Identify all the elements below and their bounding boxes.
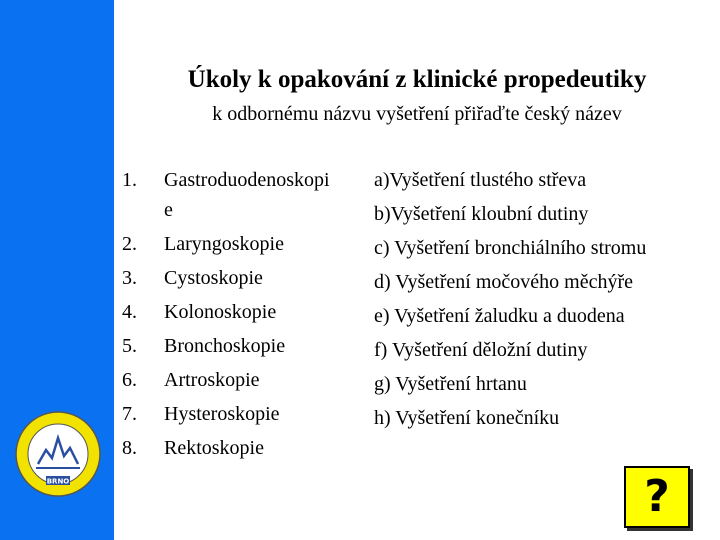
list-item [122,363,352,397]
item-term: Artroskopie [164,369,260,391]
item-number: 4. [122,301,137,323]
item-number: 6. [122,369,137,391]
item-term-text: Gastroduodenoskopie [164,169,330,221]
item-number: 1. [122,169,137,191]
slide-title: Úkoly k opakování z klinické propedeutiky [187,66,647,93]
item-number: 2. [122,233,137,255]
question-mark-icon: ? [644,471,670,522]
list-item [122,227,352,261]
item-term: Kolonoskopie [164,301,277,323]
list-item [122,431,352,465]
svg-text:BRNO: BRNO [46,477,70,486]
list-item [122,397,352,431]
item-term: Hysteroskopie [164,403,280,425]
list-item: c) Vyšetření bronchiálního stromu [374,237,647,259]
slide-subtitle: k odbornému názvu vyšetření přiřaďte český název [212,103,622,125]
list-item: f) Vyšetření děložní dutiny [374,339,588,361]
czech-names-list [374,163,714,435]
list-item [122,163,352,227]
list-item: g) Vyšetření hrtanu [374,373,527,395]
list-item: b)Vyšetření kloubní dutiny [374,203,589,225]
item-number: 8. [122,437,137,459]
item-term: Rektoskopie [164,437,264,459]
list-item [122,261,352,295]
school-logo [14,410,102,498]
item-term [164,163,352,227]
list-item: a)Vyšetření tlustého střeva [374,169,587,191]
list-item [122,329,352,363]
list-item [122,295,352,329]
help-button[interactable] [624,466,690,528]
item-term: Laryngoskopie [164,233,284,255]
item-number: 5. [122,335,137,357]
left-sidebar [0,0,114,540]
item-number: 7. [122,403,137,425]
item-number: 3. [122,267,137,289]
list-item: d) Vyšetření močového měchýře [374,271,633,293]
item-term: Bronchoskopie [164,335,286,357]
list-item: e) Vyšetření žaludku a duodena [374,305,625,327]
list-item: h) Vyšetření konečníku [374,407,560,429]
item-term: Cystoskopie [164,267,263,289]
examination-terms-list [122,163,352,465]
